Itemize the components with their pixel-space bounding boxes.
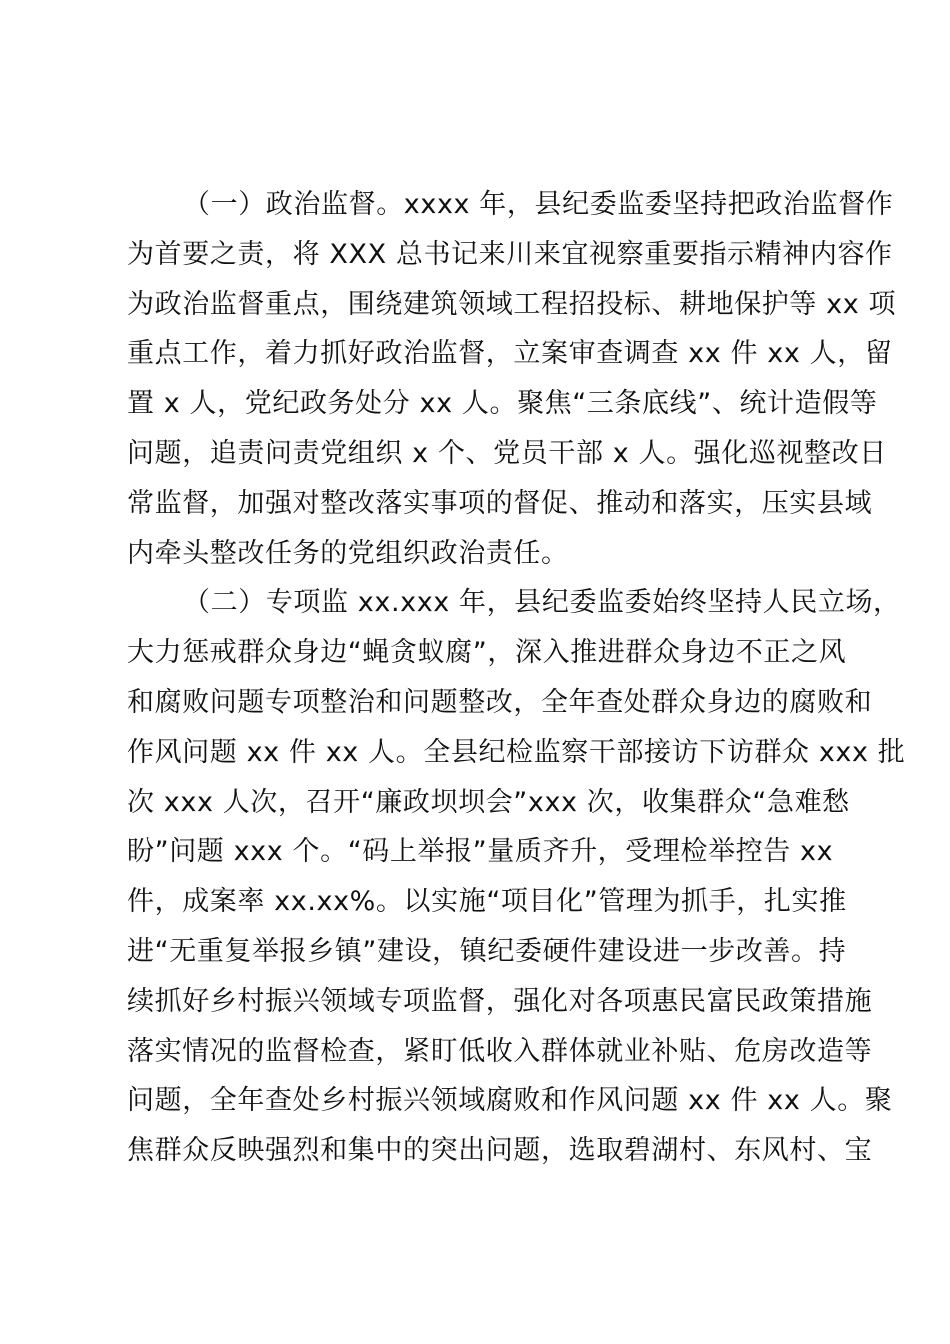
text-line: 置 x 人，党纪政务处分 xx 人。聚焦“三条底线”、统计造假等 (127, 388, 878, 420)
text-line: 作风问题 xx 件 xx 人。全县纪检监察干部接访下访群众 xxx 批 (127, 736, 906, 768)
text-line: 落实情况的监督检查，紧盯低收入群体就业补贴、危房改造等 (127, 1035, 873, 1067)
document-body (127, 180, 906, 1176)
text-line: 常监督，加强对整改落实事项的督促、推动和落实，压实县域 (127, 487, 873, 519)
text-line: 盼”问题 xxx 个。“码上举报”量质齐升，受理检举控告 xx (127, 836, 834, 868)
text-line: 焦群众反映强烈和集中的突出问题，选取碧湖村、东风村、宝 (127, 1135, 873, 1167)
text-line: 大力惩戒群众身边“蝇贪蚁腐”，深入推进群众身边不正之风 (127, 637, 847, 669)
text-line: 和腐败问题专项整治和问题整改，全年查处群众身边的腐败和 (127, 686, 873, 718)
paragraph-special-supervision (127, 578, 906, 1176)
text-line: （二）专项监 xx.xxx 年，县纪委监委始终坚持人民立场， (183, 587, 901, 619)
text-line: 进“无重复举报乡镇”建设，镇纪委硬件建设进一步改善。持 (127, 935, 847, 967)
text-line: 为首要之责，将 XXX 总书记来川来宜视察重要指示精神内容作 (127, 238, 893, 270)
text-line: （一）政治监督。xxxx 年，县纪委监委坚持把政治监督作 (183, 189, 894, 220)
text-line: 续抓好乡村振兴领域专项监督，强化对各项惠民富民政策措施 (127, 985, 873, 1017)
text-line: 重点工作，着力抓好政治监督，立案审查调查 xx 件 xx 人，留 (127, 338, 893, 370)
text-line: 为政治监督重点，围绕建筑领域工程招投标、耕地保护等 xx 项 (127, 288, 897, 320)
text-line: 次 xxx 人次，召开“廉政坝坝会”xxx 次，收集群众“急难愁 (127, 786, 850, 818)
text-line: 问题，全年查处乡村振兴领域腐败和作风问题 xx 件 xx 人。聚 (127, 1085, 893, 1117)
paragraph-political-supervision (127, 180, 897, 578)
text-line: 件，成案率 xx.xx%。以实施“项目化”管理为抓手，扎实推 (127, 886, 847, 918)
text-line: 问题，追责问责党组织 x 个、党员干部 x 人。强化巡视整改日 (127, 437, 887, 469)
text-line: 内牵头整改任务的党组织政治责任。 (127, 537, 569, 569)
